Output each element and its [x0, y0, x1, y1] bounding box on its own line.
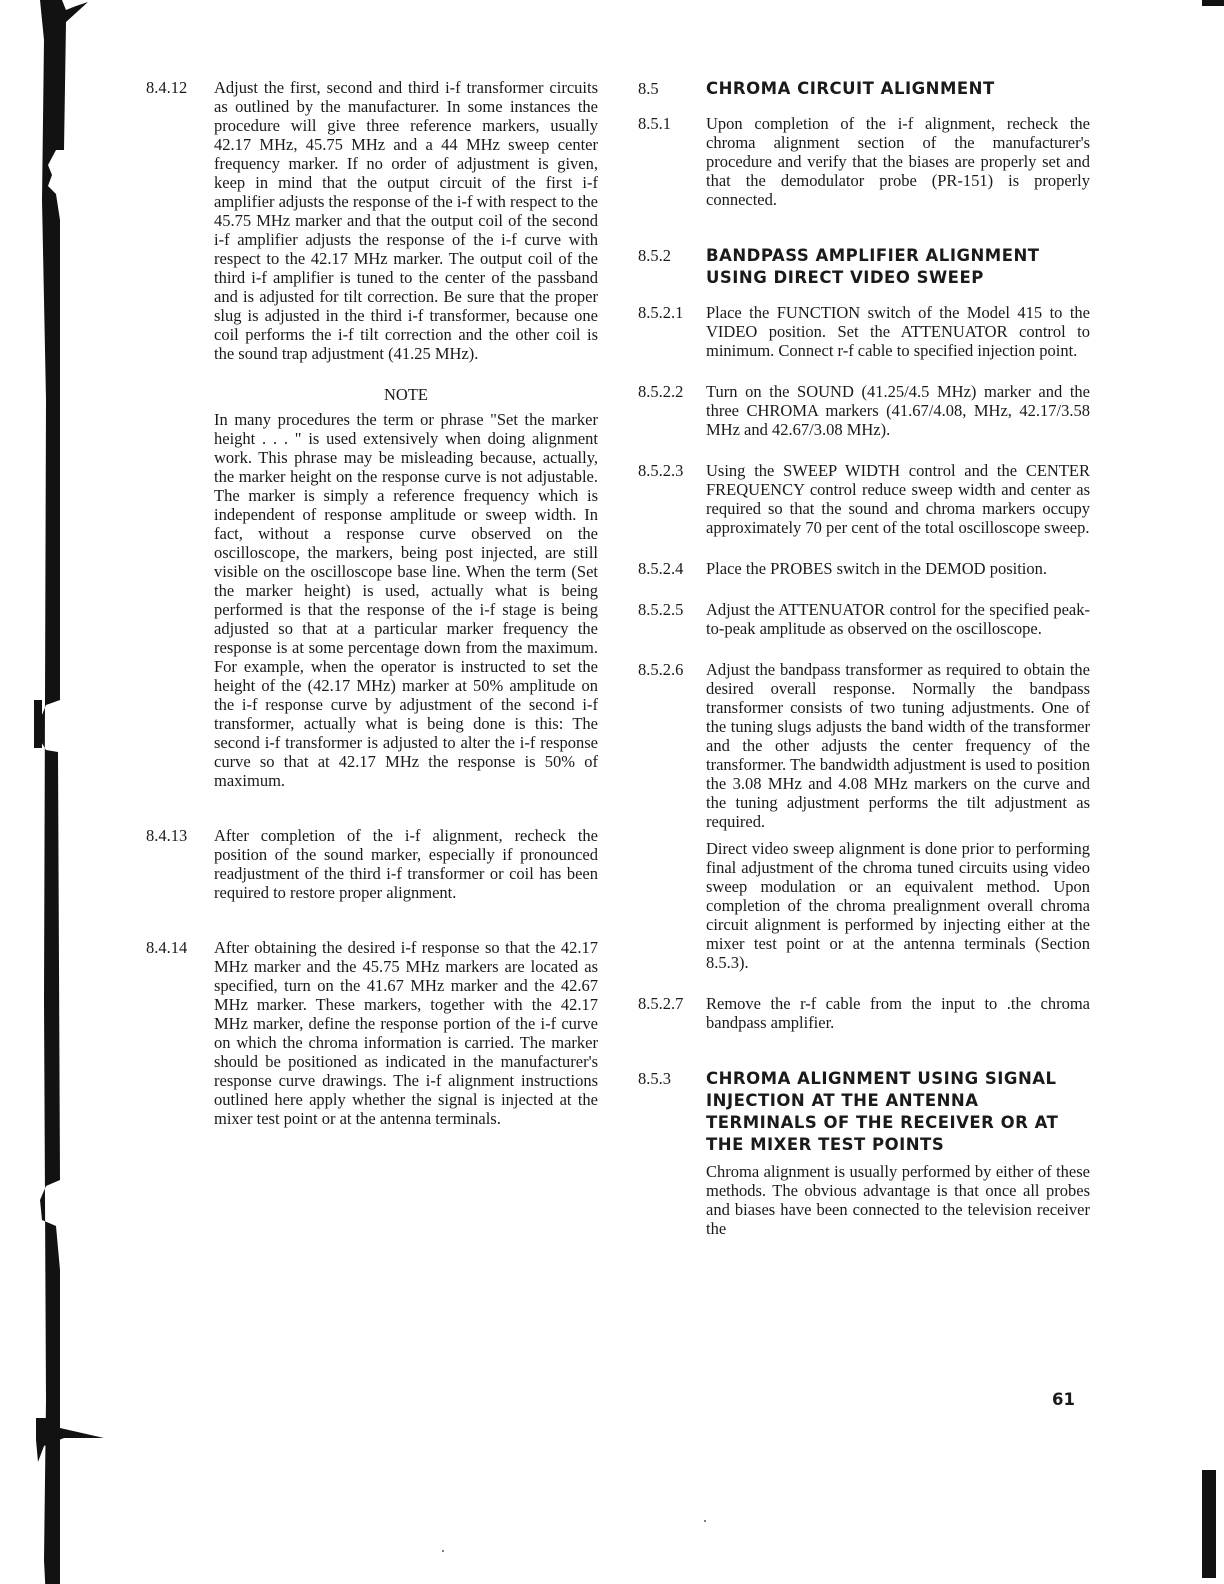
heading-text: BANDPASS AMPLIFIER ALIGNMENT USING DIRECT VIDEO SWEEP	[706, 246, 1040, 287]
step-8-5-2-7	[638, 994, 1090, 1032]
section-8-4-13	[146, 826, 598, 902]
section-text: After completion of the i-f alignment, recheck the position of the sound marker, especially if pronounced readjustment of the third i-f transformer or coil has been required to restore proper alignment.	[214, 826, 598, 902]
step-text: Turn on the SOUND (41.25/4.5 MHz) marker and the three CHROMA markers (41.67/4.08, MHz, 42.17/3.58 MHz and 42.67/3.08 MHz).	[706, 382, 1090, 439]
step-number: 8.5.2.7	[638, 994, 684, 1013]
section-text: After obtaining the desired i-f response so that the 42.17 MHz marker and the 45.75 MHz markers are located as specified, turn on the 41.67 MHz marker and the 42.67 MHz marker. These markers, together with the 42.17 MHz marker, define the response portion of the i-f curve on which the chroma information is carried. The marker should be positioned as indicated in the manufacturer's response curve drawings. The i-f alignment instructions outlined here apply whether the signal is injected at the mixer test point or at the antenna terminals.	[214, 938, 598, 1128]
step-number: 8.5.2.5	[638, 600, 684, 619]
section-text: Chroma alignment is usually performed by either of these methods. The obvious advantage is that once all probes and biases have been connected to the television receiver the	[706, 1162, 1090, 1238]
step-8-5-2-1	[638, 303, 1090, 360]
section-8-5-3-text	[638, 1162, 1090, 1238]
step-number: 8.5.2.1	[638, 303, 684, 322]
heading-text: CHROMA ALIGNMENT USING SIGNAL INJECTION AT THE ANTENNA TERMINALS OF THE RECEIVER OR AT THE MIXER TEST POINTS	[706, 1069, 1059, 1154]
scan-speck	[442, 1550, 444, 1552]
step-8-5-2-5	[638, 600, 1090, 638]
step-8-5-2-2	[638, 382, 1090, 439]
heading-number: 8.5.3	[638, 1069, 671, 1088]
heading-text: CHROMA CIRCUIT ALIGNMENT	[706, 79, 995, 98]
step-number: 8.5.2.3	[638, 461, 684, 480]
section-text: Adjust the first, second and third i-f transformer circuits as outlined by the manufacturer. In some instances the procedure will give three reference markers, usually 42.17 MHz, 45.75 MHz and a 44 MHz sweep center frequency marker. If no order of adjustment is given, keep in mind that the output circuit of the first i-f amplifier adjusts the response of the i-f with respect to the 45.75 MHz marker and that the output coil of the second i-f amplifier adjusts the response of the i-f curve with respect to the 42.17 MHz marker. The output coil of the third i-f amplifier is tuned to the center of the passband and is adjusted for tilt correction. Be sure that the proper slug is adjusted in the third i-f transformer, because one coil performs the i-f tilt correction and the other coil is the sound trap adjustment (41.25 MHz).	[214, 78, 598, 363]
scan-mark-bottom	[1202, 1470, 1216, 1578]
step-8-5-2-4	[638, 559, 1090, 578]
section-8-5-1	[638, 114, 1090, 209]
step-number: 8.5.2.2	[638, 382, 684, 401]
left-column	[146, 78, 598, 1150]
binding-edge	[0, 0, 120, 1584]
scan-speck	[704, 1520, 706, 1522]
heading-8-5-3	[638, 1068, 1090, 1156]
heading-8-5-2	[638, 245, 1090, 289]
section-number: 8.4.14	[146, 938, 188, 957]
right-column	[638, 78, 1090, 1260]
section-number: 8.4.13	[146, 826, 188, 845]
section-number: 8.5.1	[638, 114, 671, 133]
step-number: 8.5.2.4	[638, 559, 684, 578]
note-title: NOTE	[384, 385, 428, 404]
step-8-5-2-3	[638, 461, 1090, 537]
section-number: 8.4.12	[146, 78, 188, 97]
step-text: Remove the r-f cable from the input to .the chroma bandpass amplifier.	[706, 994, 1090, 1032]
scan-mark-top	[1202, 0, 1224, 6]
heading-number: 8.5	[638, 79, 659, 98]
step-text: Place the FUNCTION switch of the Model 415 to the VIDEO position. Set the ATTENUATOR control to minimum. Connect r-f cable to specified injection point.	[706, 303, 1090, 360]
note-block	[146, 385, 598, 790]
step-extra-text: Direct video sweep alignment is done prior to performing final adjustment of the chroma tuned circuits using video sweep modulation or an equivalent method. Upon completion of the chroma prealignment overall chroma circuit alignment is performed by injecting either at the mixer test point or at the antenna terminals (Section 8.5.3).	[706, 839, 1090, 972]
section-8-4-14	[146, 938, 598, 1128]
heading-number: 8.5.2	[638, 246, 671, 265]
section-text: Upon completion of the i-f alignment, recheck the chroma alignment section of the manufacturer's procedure and verify that the biases are properly set and that the demodulator probe (PR-151) is properly connected.	[706, 114, 1090, 209]
step-text: Using the SWEEP WIDTH control and the CENTER FREQUENCY control reduce sweep width and center as required so that the sound and chroma markers occupy approximately 70 per cent of the total oscilloscope sweep.	[706, 461, 1090, 537]
step-number: 8.5.2.6	[638, 660, 684, 679]
heading-8-5	[638, 78, 1090, 100]
step-text: Adjust the ATTENUATOR control for the specified peak-to-peak amplitude as observed on the oscilloscope.	[706, 600, 1090, 638]
section-8-4-12	[146, 78, 598, 363]
step-text: Place the PROBES switch in the DEMOD position.	[706, 559, 1047, 578]
page-number: 61	[1052, 1390, 1075, 1409]
step-text: Adjust the bandpass transformer as required to obtain the desired overall response. Normally the bandpass transformer consists of two tuning adjustments. One of the tuning slugs adjusts the band width of the transformer and the other adjusts the center frequency of the transformer. The bandwidth adjustment is used to position the 3.08 MHz and 4.08 MHz markers on the curve and the tuning adjustment performs the tilt adjustment as required.	[706, 660, 1090, 831]
step-8-5-2-6	[638, 660, 1090, 972]
note-text: In many procedures the term or phrase "Set the marker height . . . " is used extensively when doing alignment work. This phrase may be misleading because, actually, the marker height on the response curve is not adjustable. The marker is simply a reference frequency which is independent of response amplitude or sweep width. In fact, without a response curve observed on the oscilloscope, the markers, being post injected, are still visible on the oscilloscope base line. When the term (Set the marker height) is used, actually what is being performed is that the response of the i-f stage is being adjusted so that at a particular marker frequency the response is at some percentage down from the maximum. For example, when the operator is instructed to set the height of the (42.17 MHz) marker at 50% amplitude on the i-f response curve by adjustment of the second i-f transformer, actually what is being done is this: The second i-f transformer is adjusted to alter the i-f response curve so that at 42.17 MHz the response is 50% of maximum.	[214, 410, 598, 790]
